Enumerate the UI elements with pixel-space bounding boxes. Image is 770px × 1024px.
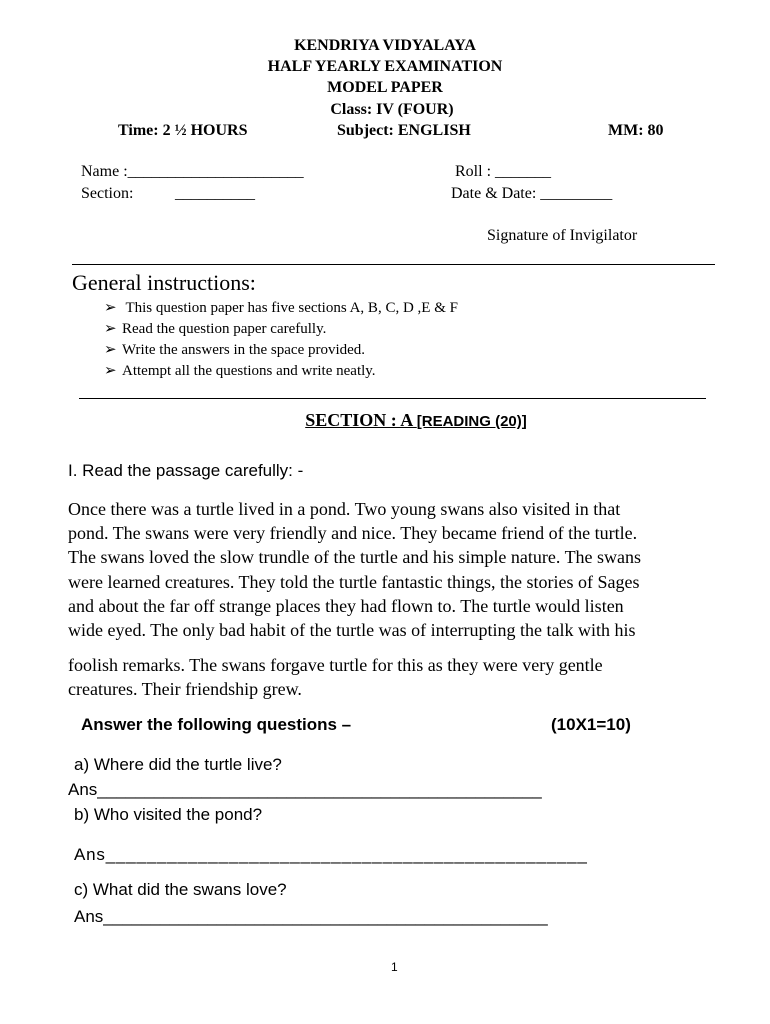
answer-heading: Answer the following questions – [81, 715, 352, 734]
passage-line: pond. The swans were very friendly and nice. They became friend of the turtle. [68, 523, 638, 544]
name-field: Name :______________________ [81, 163, 304, 180]
passage-line: wide eyed. The only bad habit of the turtle was of interrupting the talk with his [68, 620, 636, 641]
answer-line-b[interactable]: Ans_______________________________________________ [74, 845, 588, 864]
answer-line-a[interactable]: Ans_______________________________________________ [68, 780, 542, 799]
time-label: Time: 2 ½ HOURS [118, 122, 248, 139]
divider-top [72, 264, 715, 265]
arrow-bullet-icon: ➢ [104, 321, 117, 337]
class-label: Class: IV (FOUR) [330, 101, 454, 118]
passage-line: creatures. Their friendship grew. [68, 679, 302, 700]
max-marks-label: MM: 80 [608, 122, 664, 139]
question-a: a) Where did the turtle live? [74, 755, 282, 774]
passage-instruction: I. Read the passage carefully: - [68, 461, 304, 480]
instruction-item: ➢ This question paper has five sections A, B, C, D ,E & F [104, 300, 458, 316]
subject-label: Subject: ENGLISH [337, 122, 471, 139]
exam-title: HALF YEARLY EXAMINATION [267, 58, 503, 75]
passage-line: foolish remarks. The swans forgave turtle for this as they were very gentle [68, 655, 603, 675]
answer-marks: (10X1=10) [551, 715, 631, 734]
arrow-bullet-icon: ➢ [104, 300, 117, 316]
passage-continued [68, 653, 603, 701]
passage-paragraph [68, 497, 641, 642]
arrow-bullet-icon: ➢ [104, 363, 117, 379]
paper-title: MODEL PAPER [327, 79, 443, 96]
question-c: c) What did the swans love? [74, 880, 287, 899]
passage-line: Once there was a turtle lived in a pond. Two young swans also visited in that [68, 499, 621, 519]
instructions-title: General instructions: [72, 270, 256, 295]
question-b: b) Who visited the pond? [74, 805, 263, 824]
divider-instructions [79, 398, 706, 399]
school-name: KENDRIYA VIDYALAYA [294, 37, 476, 54]
section-a-title: SECTION : A [READING (20)] [305, 410, 527, 430]
passage-line: and about the far off strange places they had flown to. The turtle would listen [68, 595, 624, 616]
section-label: Section: [81, 185, 134, 202]
section-blank: __________ [175, 185, 255, 202]
answer-line-c[interactable]: Ans_______________________________________________ [74, 907, 548, 926]
page-number: 1 [391, 960, 398, 974]
instruction-item: ➢ Read the question paper carefully. [104, 321, 327, 337]
passage-line: The swans loved the slow trundle of the turtle and his simple nature. The swans [68, 547, 642, 568]
date-field: Date & Date: _________ [451, 185, 613, 202]
invigilator-signature-label: Signature of Invigilator [487, 227, 638, 244]
instruction-item: ➢ Write the answers in the space provided. [104, 342, 366, 358]
roll-field: Roll : _______ [455, 163, 552, 180]
instruction-item: ➢ Attempt all the questions and write neatly. [104, 363, 376, 379]
passage-line: were learned creatures. They told the turtle fantastic things, the stories of Sages [68, 571, 640, 592]
arrow-bullet-icon: ➢ [104, 342, 117, 358]
